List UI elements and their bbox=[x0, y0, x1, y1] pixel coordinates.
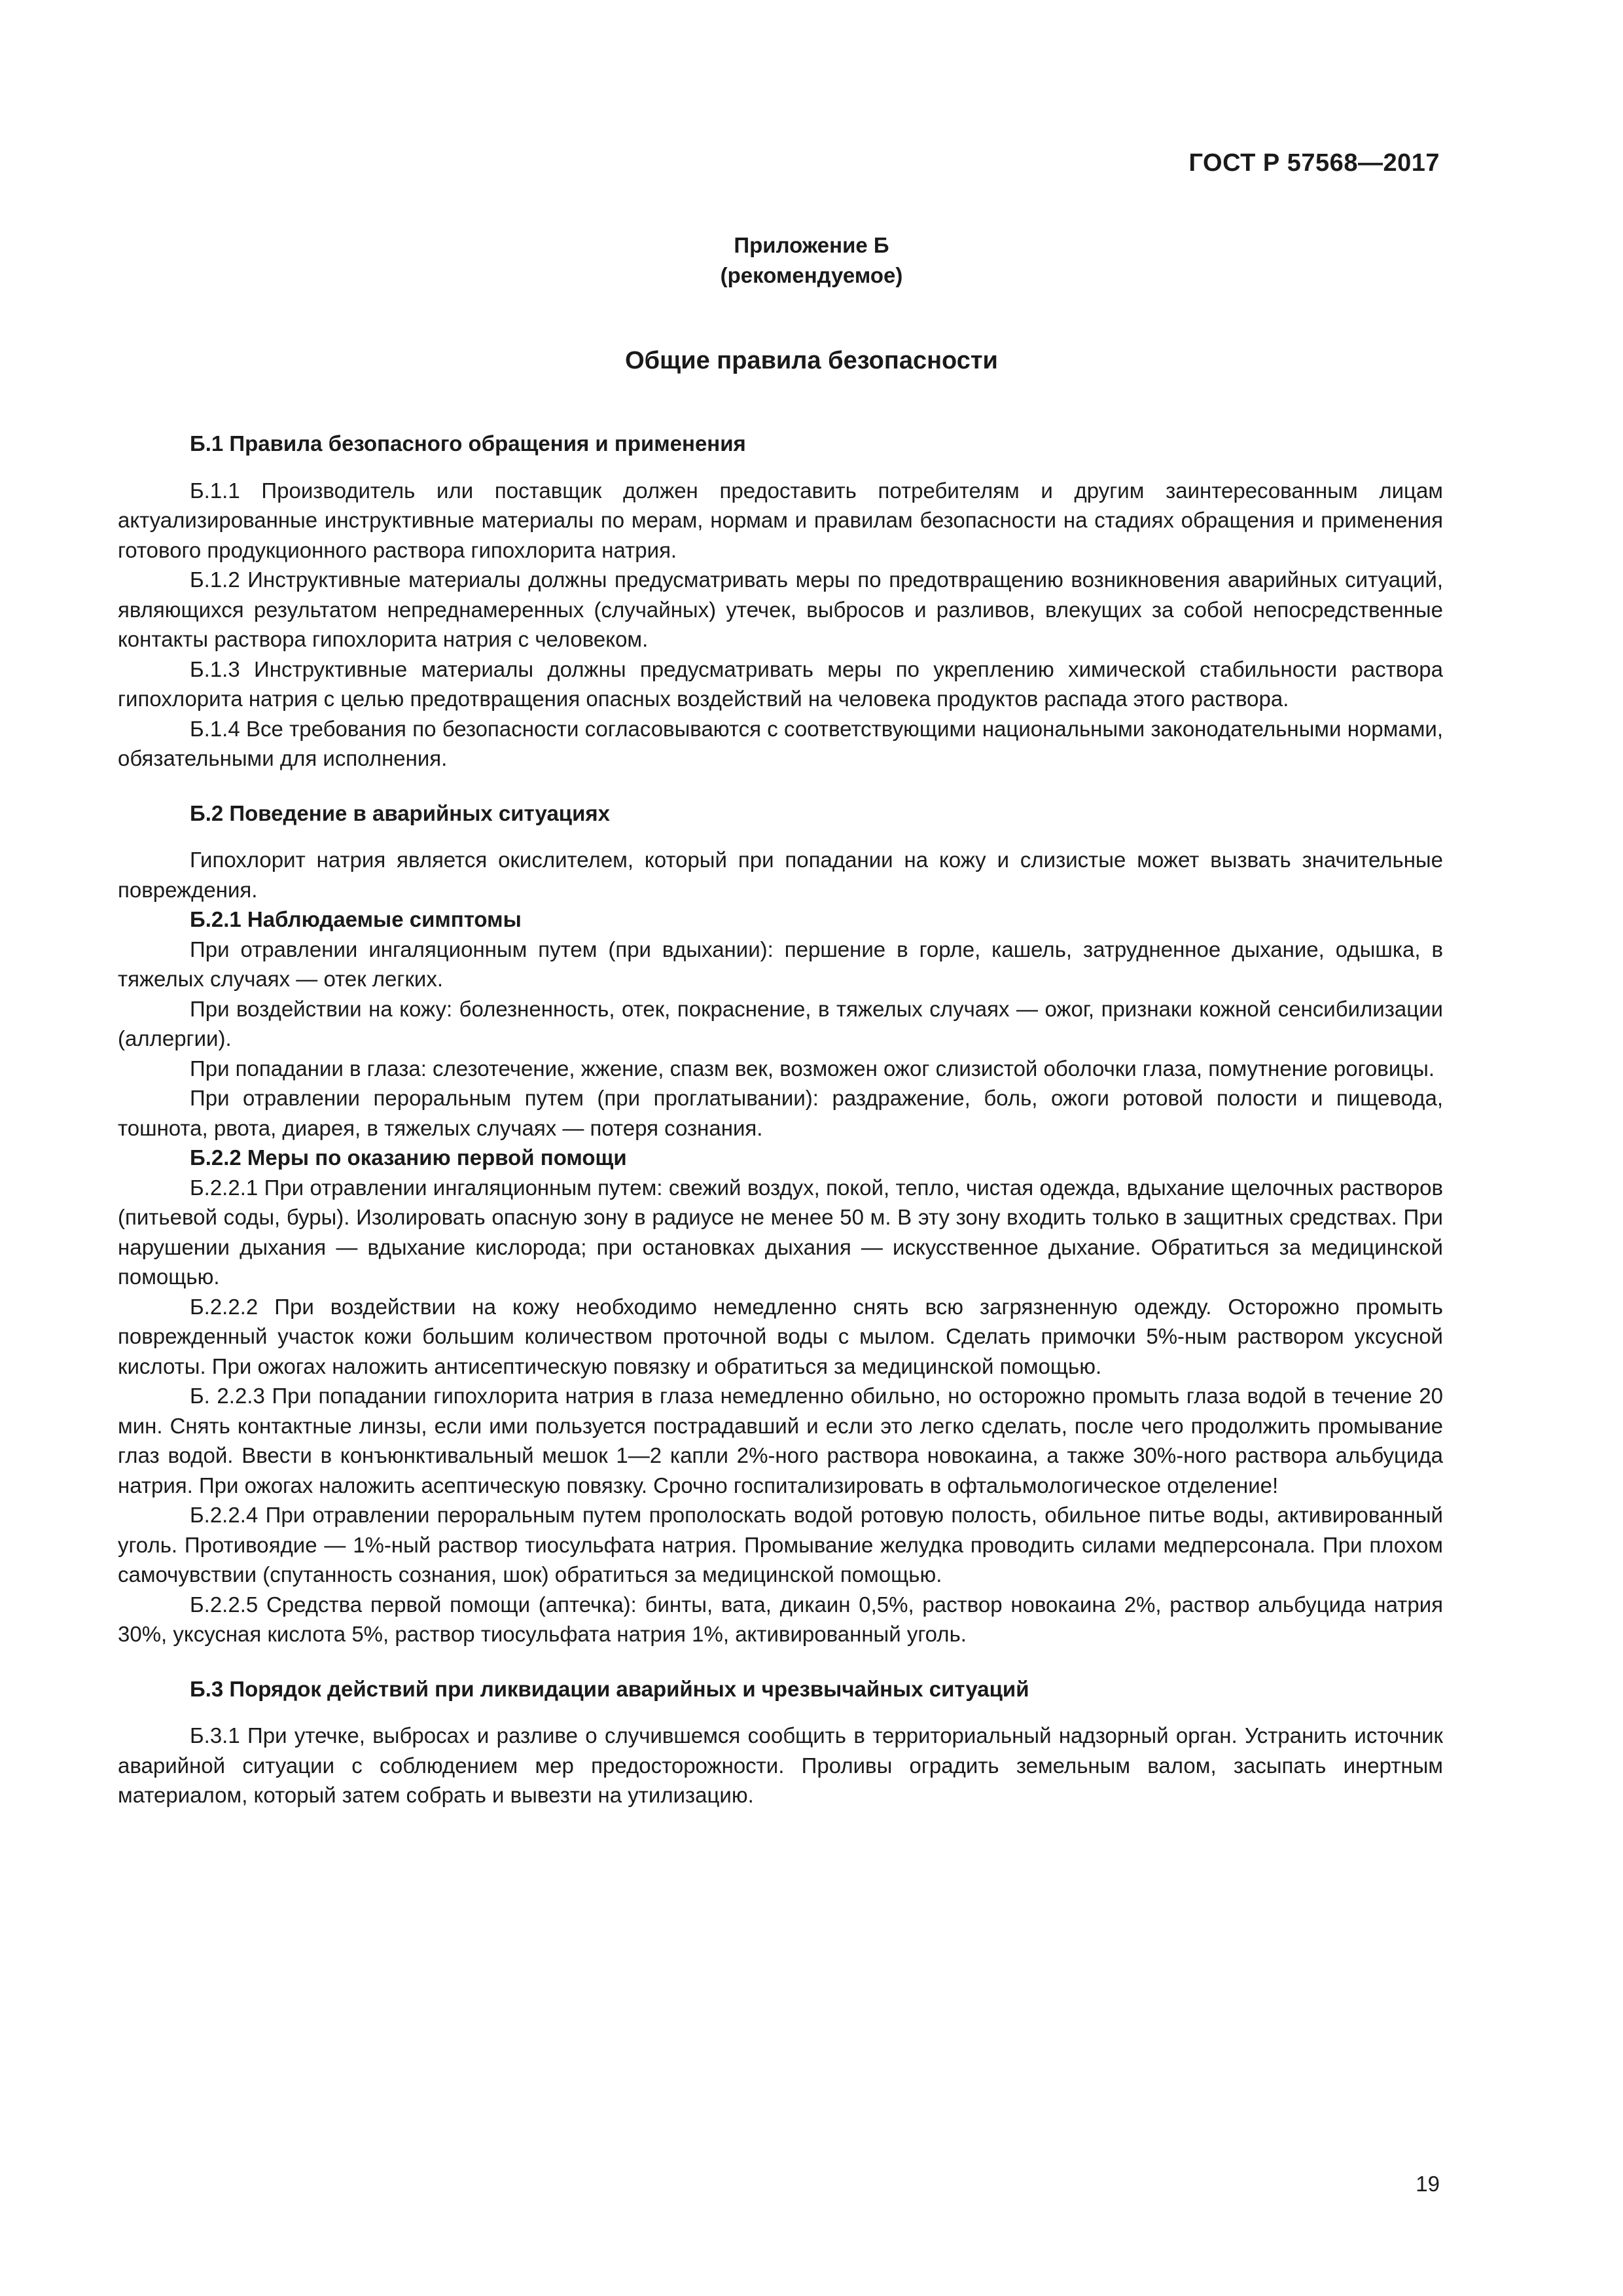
section-heading-b2: Б.2 Поведение в аварийных ситуациях bbox=[190, 800, 610, 825]
page-title: Общие правила безопасности bbox=[625, 347, 998, 374]
paragraph-b1-4: Б.1.4 Все требования по безопасности согласовываются с соответствующими национальными законодательными нормами, обязательными для исполнения. bbox=[118, 716, 1443, 770]
section-heading-b3: Б.3 Порядок действий при ликвидации аварийных и чрезвычайных ситуаций bbox=[190, 1676, 1029, 1701]
paragraph-b3-1: Б.3.1 При утечке, выбросах и разливе о случившемся сообщить в территориальный надзорный орган. Устранить источник аварийной ситуации с соблюдением мер предосторожности. Проливы оградить земельным валом, засыпать инертным материалом, который затем собрать и вывезти на утилизацию. bbox=[118, 1723, 1443, 1807]
appendix-header bbox=[0, 230, 1623, 291]
paragraph-b2-1-3: При попадании в глаза: слезотечение, жжение, спазм век, возможен ожог слизистой оболочки глаза, помутнение роговицы. bbox=[190, 1056, 1435, 1081]
subsection-heading-b2-2: Б.2.2 Меры по оказанию первой помощи bbox=[190, 1145, 627, 1170]
paragraph-b1-1: Б.1.1 Производитель или поставщик должен предоставить потребителям и другим заинтересованным лицам актуализированные инструктивные материалы по мерам, нормам и правилам безопасности на стадиях обращения и применения готового продукционного раствора гипохлорита натрия. bbox=[118, 478, 1443, 562]
paragraph-b2-2-5: Б.2.2.5 Средства первой помощи (аптечка): бинты, вата, дикаин 0,5%, раствор новокаина 2%, раствор альбуцида натрия 30%, уксусная кислота 5%, раствор тиосульфата натрия 1%, активированный уголь. bbox=[118, 1592, 1443, 1646]
paragraph-b2-1-1: При отравлении ингаляционным путем (при вдыхании): першение в горле, кашель, затрудненное дыхание, одышка, в тяжелых случаях — отек легких. bbox=[118, 937, 1443, 991]
paragraph-b2-2-4: Б.2.2.4 При отравлении пероральным путем прополоскать водой ротовую полость, обильное питье воды, активированный уголь. Противоядие — 1%-ный раствор тиосульфата натрия. Промывание желудка проводить силами медперсонала. При плохом самочувствии (спутанность сознания, шок) обратиться за медицинской помощью. bbox=[118, 1503, 1443, 1587]
paragraph-b1-2: Б.1.2 Инструктивные материалы должны предусматривать меры по предотвращению возникновения аварийных ситуаций, являющихся результатом непреднамеренных (случайных) утечек, выбросов и разливов, влекущих за собой непосредственные контакты раствора гипохлорита натрия с человеком. bbox=[118, 567, 1443, 651]
subsection-heading-b2-1: Б.2.1 Наблюдаемые симптомы bbox=[190, 907, 522, 931]
paragraph-b2-2-2: Б.2.2.2 При воздействии на кожу необходимо немедленно снять всю загрязненную одежду. Осторожно промыть поврежденный участок кожи большим количеством проточной воды с мылом. Сделать примочки 5%-ным раствором уксусной кислоты. При ожогах наложить антисептическую повязку и обратиться за медицинской помощью. bbox=[118, 1294, 1443, 1378]
appendix-label: Приложение Б bbox=[734, 233, 889, 257]
paragraph-b2-1-4: При отравлении пероральным путем (при проглатывании): раздражение, боль, ожоги ротовой полости и пищевода, тошнота, рвота, диарея, в тяжелых случаях — потеря сознания. bbox=[118, 1086, 1443, 1140]
paragraph-b2-2-1: Б.2.2.1 При отравлении ингаляционным путем: свежий воздух, покой, тепло, чистая одежда, вдыхание щелочных растворов (питьевой соды, буры). Изолировать опасную зону в радиусе не менее 50 м. В эту зону входить только в защитных средствах. При нарушении дыхания — вдыхание кислорода; при остановках дыхания — искусственное дыхание. Обратиться за медицинской помощью. bbox=[118, 1175, 1443, 1289]
section-heading-b1: Б.1 Правила безопасного обращения и применения bbox=[190, 431, 746, 456]
document-body bbox=[118, 429, 1443, 1810]
paragraph-b2-2-3: Б. 2.2.3 При попадании гипохлорита натрия в глаза немедленно обильно, но осторожно промыть глаза водой в течение 20 мин. Снять контактные линзы, если ими пользуется пострадавший и если это легко сделать, после чего продолжить промывание глаз водой. Ввести в конъюнктивальный мешок 1—2 капли 2%-ного раствора новокаина, а также 30%-ного раствора альбуцида натрия. При ожогах наложить асептическую повязку. Срочно госпитализировать в офтальмологическое отделение! bbox=[118, 1384, 1443, 1498]
page-number: 19 bbox=[1416, 2172, 1440, 2196]
document-code: ГОСТ Р 57568—2017 bbox=[1188, 149, 1440, 177]
paragraph-b2-intro: Гипохлорит натрия является окислителем, который при попадании на кожу и слизистые может вызвать значительные повреждения. bbox=[118, 848, 1443, 902]
paragraph-b2-1-2: При воздействии на кожу: болезненность, отек, покраснение, в тяжелых случаях — ожог, признаки кожной сенсибилизации (аллергии). bbox=[118, 996, 1443, 1050]
paragraph-b1-3: Б.1.3 Инструктивные материалы должны предусматривать меры по укреплению химической стабильности раствора гипохлорита натрия с целью предотвращения опасных воздействий на человека продуктов распада этого раствора. bbox=[118, 656, 1443, 711]
appendix-status: (рекомендуемое) bbox=[720, 263, 903, 287]
